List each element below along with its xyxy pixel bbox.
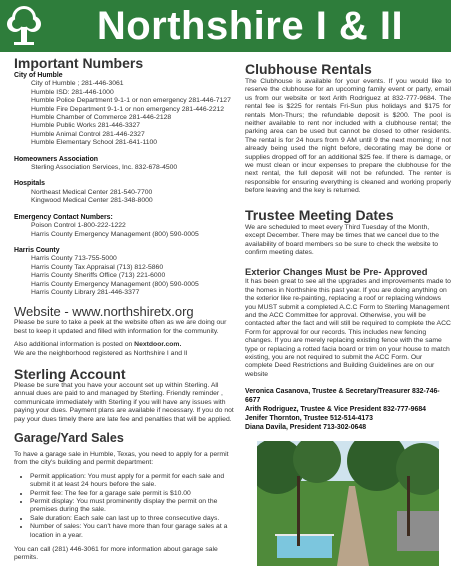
harris-item: Harris County Library 281-446-3377 xyxy=(31,288,140,296)
harris-item: Harris County 713-755-5000 xyxy=(31,255,117,263)
city-item: Humble Public Works 281-446-3327 xyxy=(31,122,141,130)
important-numbers-heading: Important Numbers xyxy=(14,55,144,71)
nextdoor-line xyxy=(14,341,240,349)
garage-item: • Permit application: You must apply for a permit for each sale and submit it at least 24 hours before the sale. xyxy=(30,473,240,490)
hoa-item: Sterling Association Services, Inc. 832-678-4500 xyxy=(31,164,178,172)
city-item: City of Humble ; 281-446-3061 xyxy=(31,80,124,88)
header-band xyxy=(0,0,451,52)
city-heading: City of Humble xyxy=(14,72,63,79)
emergency-heading: Emergency Contact Numbers: xyxy=(14,213,113,221)
page-title: Northshire I & II xyxy=(96,4,404,48)
right-column xyxy=(245,60,451,432)
harris-item: Harris County Tax Appraisal (713) 812-5860 xyxy=(31,263,164,271)
sterling-text: Please be sure that you have your account set up within Sterling. All annual dues are paid to and managed by Sterling. Friendly reminder , communicate immediately with Sterling if you will have any issues with paying your dues. Payment plans are available if necessary. If you do not pay your dues timely there are late fee and penalties that will be applied. xyxy=(14,381,234,423)
hospitals-heading: Hospitals xyxy=(14,180,46,188)
garage-intro: To have a garage sale in Humble, Texas, you need to apply for a permit from the city's building and permit department: xyxy=(14,451,229,467)
emergency-list xyxy=(14,222,240,239)
city-item: Humble Chamber of Commerce 281-446-2128 xyxy=(31,114,172,122)
garage-item: • Sale duration: Each sale can last up to three consecutive days. xyxy=(30,515,240,523)
harris-item: Harris County Emergency Management (800) 590-0005 xyxy=(31,280,199,288)
clubhouse-heading: Clubhouse Rentals xyxy=(245,61,372,77)
city-item: Humble Fire Department 9-1-1 or non emergency 281-446-2212 xyxy=(31,105,225,113)
clubhouse-text: The Clubhouse is available for your events. If you would like to reserve the clubhouse for an upcoming family event or party, email us from our website or text Arith Rodriguez at 832-777-9684. The rental fee is $225 for rentals Fri-Sun plus holidays and $175 for rentals Mon-Thurs; the refundable deposit is $200. The pool is neither available to rent nor included with a clubhouse rental; the parking area can be used but cannot be closed to other residents. The rental is for 24 hours from 9 AM until 9 the next morning; if not already being used the night before, decorating may be done or supplies dropped off for an additional $25 fee. If there is damage, or we must clean or incur expenses to prepare the clubhouse for the next rental, the full deposit will not be refunded. The renter is responsible for ensuring everything is cleaned and working properly before leaving and the key is returned. xyxy=(245,78,451,195)
garage-footer: You can call (281) 446-3061 for more information about garage sale permits. xyxy=(14,546,218,562)
hospital-item: Northeast Medical Center 281-540-7700 xyxy=(31,188,153,196)
garage-heading: Garage/Yard Sales xyxy=(14,431,124,445)
clubhouse-photo xyxy=(257,441,439,566)
hoa-heading: Homeowners Association xyxy=(14,155,98,163)
harris-heading: Harris County xyxy=(14,246,60,254)
website-heading: Website - www.northshiretx.org xyxy=(14,304,194,320)
trustee-contact: Arith Rodriguez, Trustee & Vice President 832-777-9684 xyxy=(245,406,427,414)
hoa-list xyxy=(14,164,240,172)
nextdoor-link[interactable]: Nextdoor.com. xyxy=(134,341,182,349)
sterling-heading: Sterling Account xyxy=(14,365,126,382)
harris-list xyxy=(14,255,240,297)
trustee-contact: Jenifer Thornton, Trustee 512-514-4173 xyxy=(245,415,373,423)
city-item: Humble Police Department 9-1-1 or non emergency 281-446-7127 xyxy=(31,97,231,105)
hospitals-list xyxy=(14,189,240,206)
garage-item: • Permit display: You must prominently display the permit on the premises during the sale. xyxy=(30,498,240,515)
hospital-item: Kingwood Medical Center 281-348-8000 xyxy=(31,197,153,205)
city-item: Humble ISD: 281-446-1000 xyxy=(31,88,114,96)
garage-list xyxy=(14,473,240,540)
tree-logo-icon xyxy=(6,4,42,48)
garage-item: • Permit fee: The fee for a garage sale permit is $10.00 xyxy=(30,490,240,498)
city-item: Humble Elementary School 281-641-1100 xyxy=(31,139,158,147)
nextdoor-text: Also additional information is posted on xyxy=(14,341,135,349)
city-item: Humble Animal Control 281-446-2327 xyxy=(31,130,145,138)
emergency-item: Harris County Emergency Management (800) 590-0005 xyxy=(31,230,199,238)
trustee-contact: Veronica Casanova, Trustee & Secretary/Treasurer 832-746-6677 xyxy=(245,388,440,405)
trustee-text: We are scheduled to meet every Third Tuesday of the Month, except December. There may be times that we cancel due to the availability of board members so be sure to check the website to confirm meeting dates. xyxy=(245,223,440,256)
exterior-heading: Exterior Changes Must be Pre- Approved xyxy=(245,266,428,278)
website-text: Please be sure to take a peek at the website often as we are doing our best to keep it updated and filled with information for the community. xyxy=(14,319,227,335)
city-list xyxy=(14,80,240,147)
neighborhood-text: We are the neighborhood registered as Northshire I and II xyxy=(14,349,188,357)
trustee-contact: Diana Davila, President 713-302-0648 xyxy=(245,424,367,432)
exterior-text: It has been great to see all the upgrades and improvements made to the homes in Northshire this past year. If you are doing anything on the exterior like re-painting, replacing a roof or replacing windows you MUST submit a completed A.C.C Form to Sterling Management and the ACC Committee for approval. Otherwise, you will be contacted after the fact and will still be required to complete the ACC Form for approval for our records. This includes new fencing changes. If you are merely replacing existing fence with the same type or replacing a rotted facia board or trim on your house to match existing, you are not required to submit the ACC Form. Our complete Deed Restrictions and Building Guidelines are on our website xyxy=(245,278,451,378)
harris-item: Harris County Sheriffs Office (713) 221-6000 xyxy=(31,272,166,280)
garage-item: • Number of sales: You can't have more than four garage sales at a location in a year. xyxy=(30,523,240,540)
left-column xyxy=(14,55,240,563)
trustee-heading: Trustee Meeting Dates xyxy=(245,206,394,223)
trustee-contacts xyxy=(245,387,451,432)
emergency-item: Poison Control 1-800-222-1222 xyxy=(31,222,126,230)
